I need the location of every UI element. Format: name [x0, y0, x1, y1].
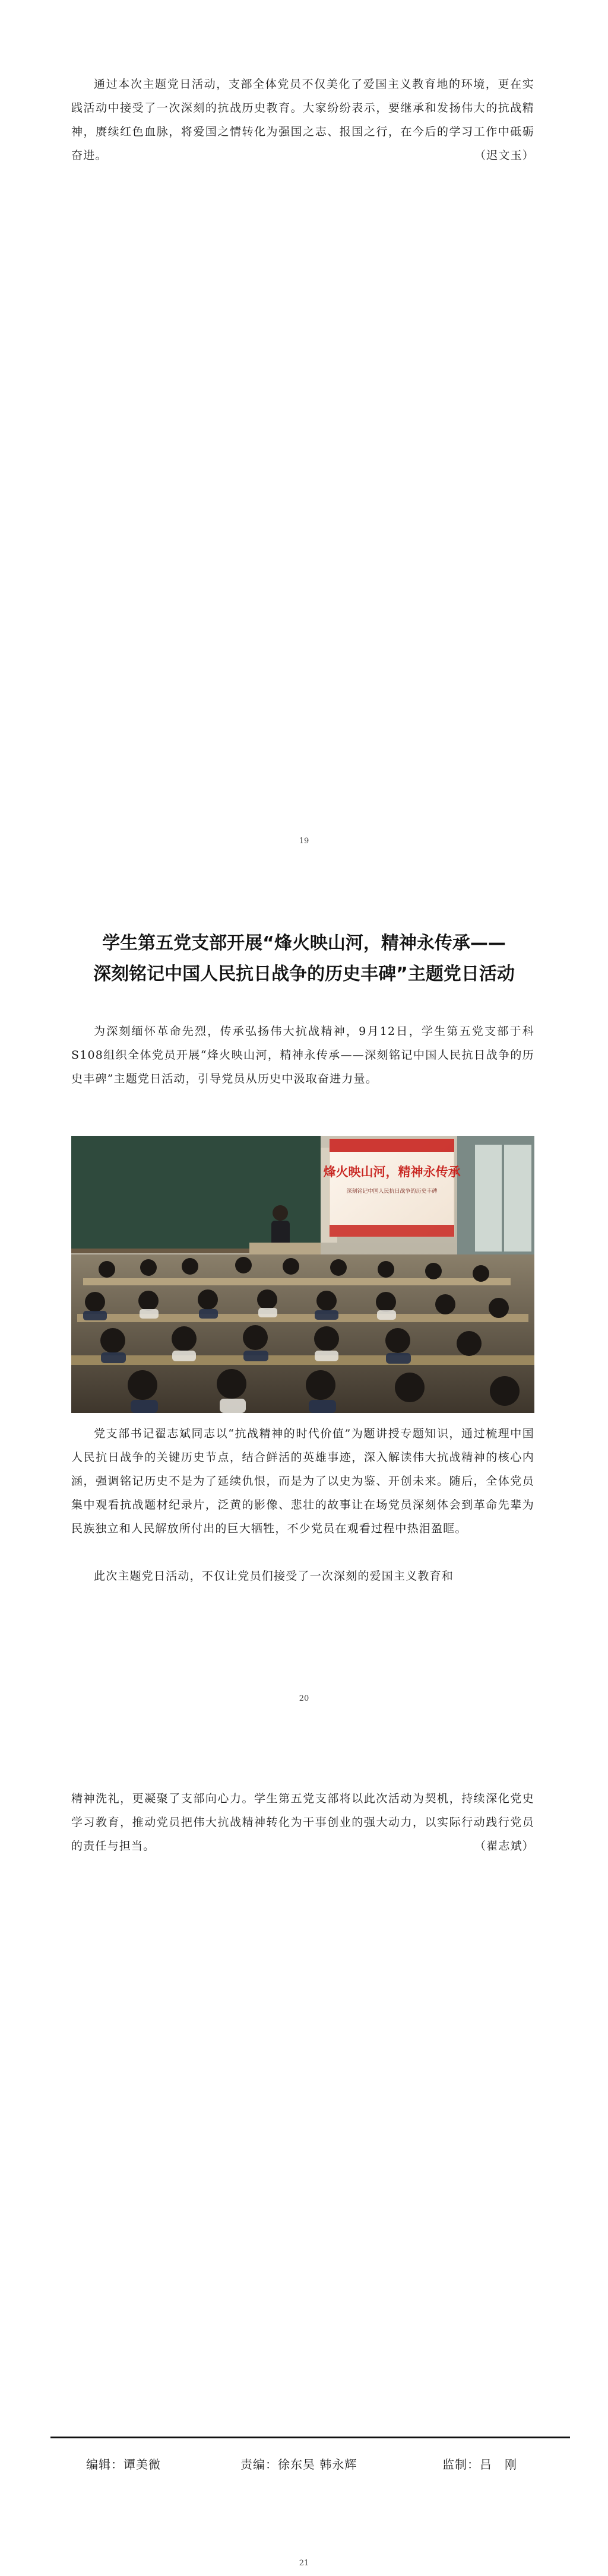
page19-signature: （迟文玉） [474, 149, 534, 162]
footer-responsible-editor: 责编：徐东昊 韩永辉 [240, 2457, 357, 2472]
page19-paragraph [71, 72, 534, 167]
classroom-photo-illustration [71, 1136, 534, 1413]
page-number-21: 21 [299, 2559, 309, 2568]
footer-supervisor: 监制：吕 刚 [442, 2457, 517, 2472]
page20-paragraph1: 为深刻缅怀革命先烈，传承弘扬伟大抗战精神，9月12日，学生第五党支部于科S108组织全体党员开展“烽火映山河，精神永传承——深刻铭记中国人民抗日战争的历史丰碑”主题党日活动，引导党员从历史中汲取奋进力量。 [71, 1025, 534, 1085]
page21-signature: （翟志斌） [474, 1840, 534, 1853]
page19-paragraph-text: 通过本次主题党日活动，支部全体党员不仅美化了爱国主义教育地的环境，更在实践活动中接受了一次深刻的抗战历史教育。大家纷纷表示，要继承和发扬伟大的抗战精神，赓续红色血脉，将爱国之情转化为强国之志、报国之行，在今后的学习工作中砥砺奋进。 [71, 78, 534, 162]
page21-paragraph-text: 精神洗礼，更凝聚了支部向心力。学生第五党支部将以此次活动为契机，持续深化党史学习教育，推动党员把伟大抗战精神转化为干事创业的强大动力，以实际行动践行党员的责任与担当。 [71, 1792, 534, 1853]
banner-sub-text: 深刻铭记中国人民抗日战争的历史丰碑 [346, 1189, 438, 1195]
article-title-line1: 学生第五党支部开展“烽火映山河，精神永传承—— [102, 933, 506, 954]
article-title-line2: 深刻铭记中国人民抗日战争的历史丰碑”主题党日活动 [93, 964, 515, 984]
page20-paragraph2: 党支部书记翟志斌同志以“抗战精神的时代价值”为题讲授专题知识，通过梳理中国人民抗日战争的关键历史节点，结合鲜活的英雄事迹，深入解读伟大抗战精神的核心内涵，强调铭记历史不是为了延续仇恨，而是为了以史为鉴、开创未来。随后，全体党员集中观看抗战题材纪录片，泛黄的影像、悲壮的故事让在场党员深刻体会到革命先辈为民族独立和人民解放所付出的巨大牺牲，不少党员在观看过程中热泪盈眶。 [71, 1427, 534, 1535]
page20-paragraph3: 此次主题党日活动，不仅让党员们接受了一次深刻的爱国主义教育和 [94, 1570, 454, 1583]
page-number-19: 19 [299, 837, 309, 846]
banner-main-text: 烽火映山河，精神永传承 [323, 1165, 461, 1179]
activity-photo [71, 1136, 534, 1413]
footer-divider [50, 2437, 570, 2438]
page21-paragraph [71, 1787, 534, 1858]
page-number-20: 20 [299, 1694, 309, 1703]
footer-editor: 编辑：谭美微 [86, 2457, 161, 2472]
